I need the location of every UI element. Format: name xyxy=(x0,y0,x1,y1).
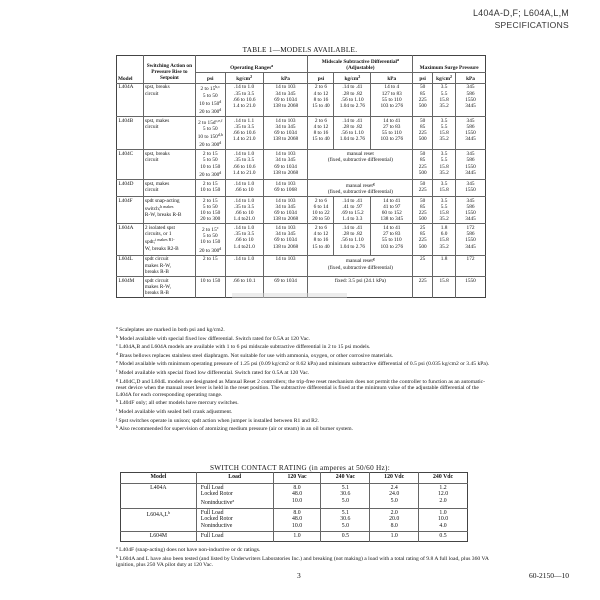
op-psi-cell: 2 to 15 5 to 50 10 to 150 20 to 300 xyxy=(195,196,225,223)
table1-footnote: $^a$ Scaleplates are marked in both psi and kg/cm2. xyxy=(116,325,225,333)
op-kgcm-cell: .14 to 1.1 .35 to 3.5 .66 to 10.6 1.4 to 21.0 xyxy=(225,117,263,150)
op-kgcm-cell: .14 to 1.0 .66 to 10 xyxy=(225,179,263,196)
rating-load-cell: Full Load xyxy=(196,531,273,541)
switching-cell: spdt circuit makes R-W, breaks R-B xyxy=(143,255,195,276)
table1-footnote: $^h$ L404F only; all other models have mercury switches. xyxy=(116,398,239,407)
rating-120vdc-cell: 2.4 24.0 5.0 xyxy=(370,483,419,508)
diff-kpa-cell: 14 to 41 41 to 97 60 to 152 138 to 345 xyxy=(371,196,413,223)
table-row xyxy=(121,531,468,541)
models-table-body xyxy=(117,83,486,297)
rating-load-cell: Full Load Locked Rotor Noninductive xyxy=(196,508,273,531)
diff-psi-cell: 2 to 6 4 to 12 8 to 16 15 to 40 xyxy=(308,83,334,116)
rating-120vac-cell: 8.0 48.0 10.0 xyxy=(273,483,321,508)
col-surge: Maximum Surge Pressure xyxy=(413,56,486,73)
surge-kgcm-cell: 15.8 xyxy=(433,276,456,297)
diff-kgcm-cell: .14 to .41 .28 to .82 .56 to 1.10 1.04 to 2.76 xyxy=(334,224,371,255)
models-table xyxy=(116,55,486,298)
sub-psi: psi xyxy=(308,73,334,83)
switch-rating-header xyxy=(121,473,468,484)
rating-240vdc-cell: 1.0 10.0 4.0 xyxy=(419,508,468,531)
diff-kpa-cell: 14 to 41 27 to 83 55 to 110 103 to 276 xyxy=(371,224,413,255)
op-psi-cell: 2 to 15 10 to 150 xyxy=(195,179,225,196)
op-psi-cell: 2 to 15 5 to 50 10 to 150 20 to 300$^d$ xyxy=(195,150,225,179)
surge-psi-cell: 50 85 225 500 xyxy=(413,117,433,150)
rating-240vdc-cell: 1.2 12.0 2.0 xyxy=(419,483,468,508)
table2-footnote: $^b$ L604A and L have also been tested (and listed by Underwriters Laboratories Inc.) and breaking (not making) a load with a total rating of 9.8 A full load, plus 360 VA ignition, plus 250 VA pilot duty at 120 Vac. xyxy=(116,553,489,569)
op-kpa-cell: 14 to 103 34 to 345 69 to 1034 138 to 2068 xyxy=(263,150,308,179)
op-psi-cell: 2 to 15 xyxy=(195,255,225,276)
op-kpa-cell: 69 to 1034 xyxy=(263,276,308,297)
header-model-code: L404A-D,F; L604A,L,M xyxy=(472,8,569,18)
surge-kgcm-cell: 1.8 xyxy=(433,255,456,276)
watermark xyxy=(232,293,347,298)
switching-cell: spst, breaks circuit xyxy=(143,150,195,179)
sub-kgcm: $kg/cm^2$ xyxy=(433,73,456,83)
surge-psi-cell: 50 85 225 500 xyxy=(413,83,433,116)
surge-kpa-cell: 345 586 1550 3445 xyxy=(456,117,486,150)
sub-psi: psi xyxy=(413,73,433,83)
model-cell: L404C xyxy=(117,150,144,179)
switch-rating-col-header: 120 Vac xyxy=(273,473,321,484)
rating-model-cell: L404A xyxy=(121,483,197,508)
diff-psi-cell: 2 to 6 6 to 14 10 to 22 20 to 50 xyxy=(308,196,334,223)
switching-cell: 2 isolated spst circuits, or 1 spdt;$^{i makes R1-}$ W, breaks R2-B xyxy=(143,224,195,255)
sub-kpa: kPa xyxy=(371,73,413,83)
diff-kgcm-cell: .14 to .41 .28 to .82 .56 to 1.10 1.04 to 2.76 xyxy=(334,117,371,150)
switch-rating-col-header: 240 Vdc xyxy=(419,473,468,484)
document-code: 60-2150—10 xyxy=(529,571,569,580)
surge-psi-cell: 25 xyxy=(413,255,433,276)
model-cell: L404B xyxy=(117,117,144,150)
col-operating: Operating Ranges$^a$ xyxy=(195,56,308,73)
surge-psi-cell: 25 85 225 500 xyxy=(413,224,433,255)
rating-120vdc-cell: 2.0 20.0 8.0 xyxy=(370,508,419,531)
surge-kpa-cell: 345 1550 xyxy=(456,179,486,196)
table-row xyxy=(121,483,468,508)
surge-kgcm-cell: 1.8 6.0 15.8 35.2 xyxy=(433,224,456,255)
surge-kpa-cell: 172 xyxy=(456,255,486,276)
col-diff: Midscale Subtractive Differential$^a$ (Adjustable) xyxy=(308,56,413,73)
op-kgcm-cell: .14 to 1.0 xyxy=(225,255,263,276)
model-cell: L404D xyxy=(117,179,144,196)
rating-240vac-cell: 0.5 xyxy=(321,531,370,541)
table-row xyxy=(117,150,486,179)
switching-cell: spst, makes circuit xyxy=(143,117,195,150)
sub-kgcm: $kg/cm^2$ xyxy=(334,73,371,83)
op-kpa-cell: 14 to 103 34 to 345 69 to 1034 138 to 2068 xyxy=(263,224,308,255)
switching-cell: spst, makes circuit xyxy=(143,179,195,196)
table1-footnote: $^b$ Model available with special fixed low differential. Switch rated for 0.5A at 120 Vac. xyxy=(116,333,310,342)
diff-psi-cell: 2 to 6 4 to 12 8 to 16 15 to 40 xyxy=(308,117,334,150)
op-kgcm-cell: .14 to 1.0 .35 to 3.5 .66 to 10 1.4 to21.0 xyxy=(225,224,263,255)
diff-kgcm-cell: .14 to .41 .41 to .97 .69 to 15.2 1.4 to 3.3 xyxy=(334,196,371,223)
table2-footnote: $^a$ L404F (snap-acting) does not have non-inductive or dc ratings. xyxy=(116,545,261,553)
switch-rating-col-header: 240 Vac xyxy=(321,473,370,484)
table-row xyxy=(117,83,486,116)
table1-footnote: $^g$ L404C,D and L604L models are designated as Manual Reset 2 controllers; the trip-free reset mechanism does not permit the controller to function as an automatic-reset device when the manual reset lever is held in the reset position. The subtractive differential is fixed at the minimum value of the adjustable differential of the L404A for each corresponding operating range. xyxy=(116,376,486,398)
table1-footnote: $^k$ Also recommended for supervision of atomizing medium pressure (air or steam) in an oil burner system. xyxy=(116,424,354,433)
op-psi-cell: 2 to 15$^{b,c}$ 5 to 50 10 to 150$^d$ 20 to 300$^d$ xyxy=(195,83,225,116)
surge-kpa-cell: 172 586 1550 3445 xyxy=(456,224,486,255)
diff-kpa-cell: 14 to 41 27 to 83 55 to 110 103 to 276 xyxy=(371,117,413,150)
op-psi-cell: 2 to $15d^{c,e,f}$ 5 to 50 10 to 150$^{d,h}$ 20 to 300$^d$ xyxy=(195,117,225,150)
sub-psi: psi xyxy=(195,73,225,83)
table-row xyxy=(117,196,486,223)
sub-kgcm: $kg/cm^2$ xyxy=(225,73,263,83)
diff-merged-cell: fixed: 3.5 psi (24.1 kPa) xyxy=(308,276,413,297)
rating-120vac-cell: 8.0 48.0 10.0 xyxy=(273,508,321,531)
table1-footnote: $^d$ Brass bellows replaces stainless steel diaphragm. Not suitable for use with ammonia, oxygen, or other corrosive materials. xyxy=(116,350,394,359)
table1-footnotes xyxy=(116,325,491,433)
diff-merged-cell: manual reset$^g$ (fixed, subtractive differential) xyxy=(308,179,413,196)
table1-footnote: $^i$ Model available with sealed bell crank adjustment. xyxy=(116,406,233,415)
switching-cell: spdt snap-acting switch;$^{h makes}$ R-W, breaks R-B xyxy=(143,196,195,223)
rating-model-cell: $L604A,L^b$ xyxy=(121,508,197,531)
surge-kgcm-cell: 3.5 15.8 xyxy=(433,179,456,196)
model-cell: L604A xyxy=(117,224,144,255)
diff-merged-cell: manual reset$^g$ (fixed, subtractive differential) xyxy=(308,255,413,276)
model-cell: L404A xyxy=(117,83,144,116)
op-kgcm-cell: .14 to 1.0 .35 to 3.5 .66 to 10 1.4 to21.0 xyxy=(225,196,263,223)
op-kpa-cell: 14 to 103 xyxy=(263,255,308,276)
diff-psi-cell: 2 to 6 4 to 12 8 to 16 15 to 40 xyxy=(308,224,334,255)
diff-merged-cell: manual reset (fixed, subtractive differential) xyxy=(308,150,413,179)
rating-120vdc-cell: 1.0 xyxy=(370,531,419,541)
page-number: 3 xyxy=(297,571,301,580)
model-cell: L604L xyxy=(117,255,144,276)
op-kgcm-cell: .66 to 10.1 xyxy=(225,276,263,297)
surge-psi-cell: 50 225 xyxy=(413,179,433,196)
rating-240vac-cell: 5.1 30.6 5.0 xyxy=(321,483,370,508)
sub-kpa: kPa xyxy=(263,73,308,83)
surge-kpa-cell: 345 586 1550 3445 xyxy=(456,150,486,179)
table1-footnote: $^f$ Model available with special fixed low differential. Switch rated for 0.5A at 120 Vac. xyxy=(116,367,310,376)
surge-kgcm-cell: 3.5 5.5 15.8 35.2 xyxy=(433,83,456,116)
model-cell: L404F xyxy=(117,196,144,223)
surge-psi-cell: 225 xyxy=(413,276,433,297)
surge-kpa-cell: 345 586 1550 3445 xyxy=(456,83,486,116)
switch-rating-col-header: Model xyxy=(121,473,197,484)
switching-cell: spdt circuit makes R-W, breaks R-B xyxy=(143,276,195,297)
diff-kpa-cell: 14 to 4 127 to 83 55 to 110 103 to 276 xyxy=(371,83,413,116)
rating-model-cell: L604M xyxy=(121,531,197,541)
model-cell: L604M xyxy=(117,276,144,297)
table-row xyxy=(117,117,486,150)
surge-kgcm-cell: 3.5 5.5 15.8 35.2 xyxy=(433,150,456,179)
rating-load-cell: Full Load Locked Rotor Noninductive$^a$ xyxy=(196,483,273,508)
op-kpa-cell: 14 to 103 34 to 345 69 to 1034 138 to 2068 xyxy=(263,117,308,150)
surge-kpa-cell: 345 586 1550 3445 xyxy=(456,196,486,223)
switch-rating-body xyxy=(121,483,468,541)
rating-120vac-cell: 1.0 xyxy=(273,531,321,541)
table2-footnotes xyxy=(116,545,491,569)
rating-240vac-cell: 5.1 30.6 5.0 xyxy=(321,508,370,531)
table-row xyxy=(121,508,468,531)
switching-cell: spst, breaks circuit xyxy=(143,83,195,116)
header-section: SPECIFICATIONS xyxy=(494,20,569,30)
switch-rating-col-header: Load xyxy=(196,473,273,484)
switch-rating-table xyxy=(120,472,468,542)
op-psi-cell: 2 to 15$^c$ 5 to 50 10 to 150 20 to 300$^d$ xyxy=(195,224,225,255)
table1-footnote: $^j$ Spst switches operate in unison; spdt action when jumper is installed between R1 and R2. xyxy=(116,415,320,424)
surge-psi-cell: 50 85 225 500 xyxy=(413,196,433,223)
table-row xyxy=(117,224,486,255)
surge-kgcm-cell: 3.5 5.5 15.8 35.2 xyxy=(433,117,456,150)
table-row xyxy=(117,179,486,196)
surge-kgcm-cell: 3.5 5.5 15.8 35.2 xyxy=(433,196,456,223)
table1-footnote: $^e$ Model available with minimum operating pressure of 1.25 psi (0.09 kg/cm2 or 8.62 kPa) and minimum subtractive differential of 0.5 psi (0.035 kg/cm2 or 3.45 kPa). xyxy=(116,359,490,368)
col-model: Model xyxy=(117,56,144,84)
op-kgcm-cell: .14 to 1.0 .35 to 3.5 .66 to 10.6 1.4 to 21.0 xyxy=(225,83,263,116)
op-kgcm-cell: .14 to 1.0 .35 to 3.5 .66 to 10.6 1.4 to 21.0 xyxy=(225,150,263,179)
table-row xyxy=(117,255,486,276)
surge-kpa-cell: 1550 xyxy=(456,276,486,297)
diff-kgcm-cell: .14 to .41 .28 to .82 .56 to 1.10 1.04 to 2.76 xyxy=(334,83,371,116)
switch-rating-col-header: 120 Vdc xyxy=(370,473,419,484)
table2-title: SWITCH CONTACT RATING (in amperes at 50/60 Hz): xyxy=(209,464,391,472)
table1-title: TABLE 1—MODELS AVAILABLE. xyxy=(242,46,358,54)
op-kpa-cell: 14 to 103 69 to 1068 xyxy=(263,179,308,196)
op-psi-cell: 10 to 150 xyxy=(195,276,225,297)
rating-240vdc-cell: 0.5 xyxy=(419,531,468,541)
op-kpa-cell: 14 to 103 34 to 345 69 to 1034 138 to 2068 xyxy=(263,196,308,223)
op-kpa-cell: 14 to 103 34 to 345 69 to 1034 138 to 2068 xyxy=(263,83,308,116)
surge-psi-cell: 50 85 225 500 xyxy=(413,150,433,179)
table1-footnote: $^c$ L404A,B and L604A models are available with 1 to 6 psi midscale subtractive differential in 2 to 15 psi models. xyxy=(116,342,371,351)
col-switching: Switching Action on Pressure Rise to Setpoint xyxy=(143,56,195,84)
sub-kpa: kPa xyxy=(456,73,486,83)
